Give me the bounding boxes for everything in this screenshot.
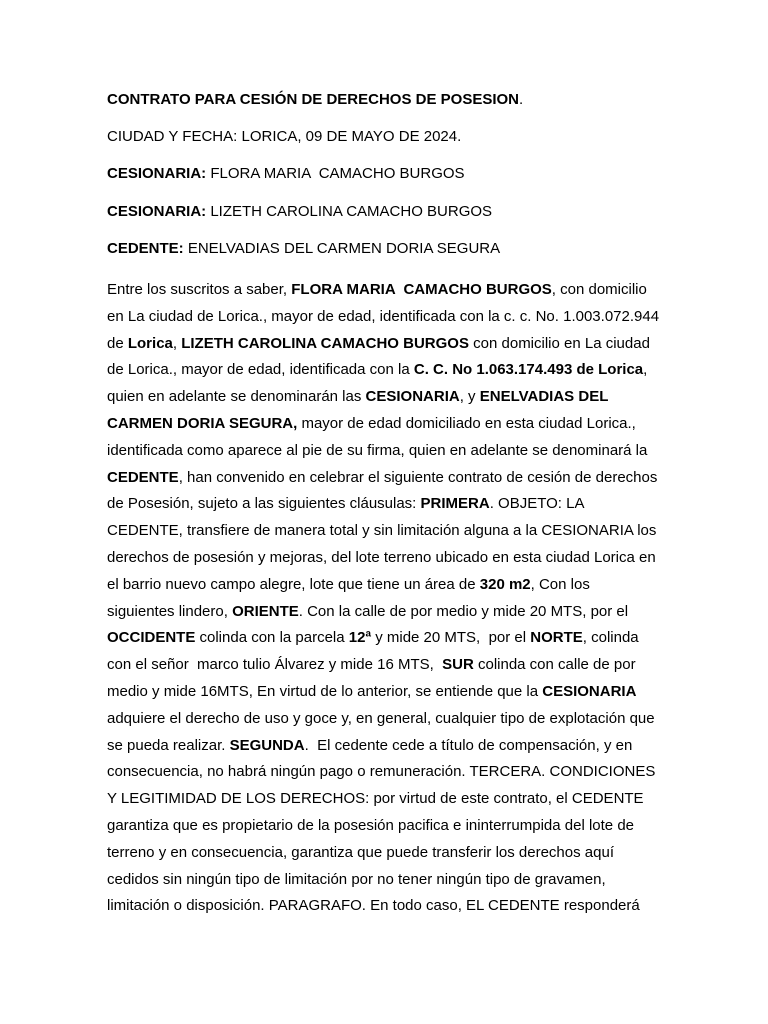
party-role: CESIONARIA: [107, 203, 207, 220]
body-text-run: . Con la calle de por medio y mide 20 MTS, por el [298, 602, 629, 620]
bold-text: SEGUNDA [229, 736, 305, 754]
body-line [107, 599, 662, 626]
document-title [107, 91, 523, 108]
bold-text: PRIMERA [420, 495, 490, 513]
body-text-run: quien en adelante se denominarán las [107, 388, 366, 406]
bold-text: NORTE [530, 629, 583, 647]
body-text-run: colinda con calle de por [473, 656, 636, 674]
body-text-run: consecuencia, no habrá ningún pago o remuneración. TERCERA. CONDICIONES [107, 763, 656, 781]
body-line [107, 384, 662, 411]
body-text-run: y mide 20 MTS, por el [371, 629, 531, 647]
body-text-run: . El cedente cede a título de compensación, y en [304, 736, 633, 754]
body-text-run: identificada como aparece al pie de su firma, quien en adelante se denominará la [107, 441, 648, 459]
bold-text: ORIENTE [232, 602, 299, 620]
body-line [107, 893, 662, 920]
body-line [107, 867, 662, 894]
body-text-run: terreno y en consecuencia, garantiza que puede transferir los derechos aquí [107, 843, 614, 861]
bold-text: SUR [442, 656, 474, 674]
bold-text: FLORA MARIA CAMACHO BURGOS [291, 281, 552, 298]
body-text-run: , y [459, 388, 480, 406]
bold-text: CEDENTE [107, 468, 179, 486]
body-text-run: CEDENTE, transfiere de manera total y sin limitación alguna a la CESIONARIA los [107, 522, 657, 540]
bold-text: CESIONARIA [542, 682, 637, 700]
contract-body [107, 277, 662, 920]
body-text-run: colinda con la parcela [195, 629, 349, 647]
party-name: FLORA MARIA CAMACHO BURGOS [206, 165, 465, 182]
body-line [107, 733, 662, 760]
body-text-run: cedidos sin ningún tipo de limitación por no tener ningún tipo de gravamen, [107, 870, 606, 888]
body-text-run: . OBJETO: LA [489, 495, 585, 513]
body-text-run: , [643, 361, 648, 379]
body-line [107, 625, 662, 652]
body-line [107, 572, 662, 599]
title-period: . [519, 91, 524, 108]
body-line [107, 679, 662, 706]
body-text-run: limitación o disposición. PARAGRAFO. En todo caso, EL CEDENTE responderá [107, 897, 640, 915]
body-line [107, 518, 662, 545]
body-text-run: de Lorica., mayor de edad, identificada con la [107, 361, 414, 379]
body-line [107, 277, 662, 304]
bold-text: LIZETH CAROLINA CAMACHO BURGOS [181, 334, 469, 352]
body-line [107, 331, 662, 358]
party-role: CEDENTE: [107, 240, 184, 257]
body-line [107, 840, 662, 867]
body-text-run: medio y mide 16MTS, En virtud de lo anterior, se entiende que la [107, 682, 543, 700]
body-text-run: el barrio nuevo campo alegre, lote que tiene un área de [107, 575, 480, 593]
body-text-run: , [172, 334, 182, 352]
body-text-run: derechos de posesión y mejoras, del lote terreno ubicado en esta ciudad Lorica en [107, 548, 656, 566]
body-line [107, 813, 662, 840]
bold-text: 12ª [348, 629, 372, 647]
bold-text: ENELVADIAS DEL [479, 388, 609, 406]
body-line [107, 706, 662, 733]
body-line [107, 438, 662, 465]
body-text-run: mayor de edad domiciliado en esta ciudad Lorica., [297, 414, 636, 432]
body-text-run: con el señor marco tulio Álvarez y mide 16 MTS, [107, 656, 443, 674]
party-cesionaria-1 [107, 165, 465, 182]
body-line [107, 465, 662, 492]
body-text-run: garantiza que es propietario de la posesión pacifica e ininterrumpida del lote de [107, 816, 634, 834]
body-text-run: de [107, 334, 128, 352]
title-text: CONTRATO PARA CESIÓN DE DERECHOS DE POSESION [107, 91, 519, 108]
body-text-run: en La ciudad de Lorica., mayor de edad, identificada con la c. c. No. 1.003.072.944 [107, 307, 660, 325]
body-text-run: Entre los suscritos a saber, [107, 281, 292, 298]
body-line [107, 411, 662, 438]
party-name: ENELVADIAS DEL CARMEN DORIA SEGURA [183, 240, 501, 257]
bold-text: CESIONARIA [365, 388, 460, 406]
body-text-run: se pueda realizar. [107, 736, 230, 754]
body-text-run: de Posesión, sujeto a las siguientes cláusulas: [107, 495, 421, 513]
body-line [107, 357, 662, 384]
body-text-run: , colinda [582, 629, 639, 647]
body-line [107, 759, 662, 786]
body-text-run: Y LEGITIMIDAD DE LOS DERECHOS: por virtud de este contrato, el CEDENTE [107, 790, 644, 808]
body-text-run: siguientes lindero, [107, 602, 233, 620]
body-line [107, 786, 662, 813]
bold-text: 320 m2 [479, 575, 531, 593]
party-cedente [107, 240, 500, 257]
bold-text: OCCIDENTE [107, 629, 196, 647]
party-role: CESIONARIA: [107, 165, 207, 182]
body-text-run: , con domicilio [551, 281, 647, 298]
body-line [107, 545, 662, 572]
city-date-line: CIUDAD Y FECHA: LORICA, 09 DE MAYO DE 2024. [107, 128, 462, 145]
body-text-run: con domicilio en La ciudad [468, 334, 650, 352]
body-text-run: , Con los [530, 575, 590, 593]
body-line [107, 652, 662, 679]
party-cesionaria-2 [107, 203, 492, 220]
bold-text: Lorica [127, 334, 173, 352]
bold-text: C. C. No 1.063.174.493 de Lorica [413, 361, 644, 379]
body-line [107, 491, 662, 518]
bold-text: CARMEN DORIA SEGURA, [107, 414, 298, 432]
party-name: LIZETH CAROLINA CAMACHO BURGOS [206, 203, 493, 220]
body-line [107, 304, 662, 331]
body-text-run: , han convenido en celebrar el siguiente contrato de cesión de derechos [178, 468, 658, 486]
body-text-run: adquiere el derecho de uso y goce y, en general, cualquier tipo de explotación que [107, 709, 655, 727]
